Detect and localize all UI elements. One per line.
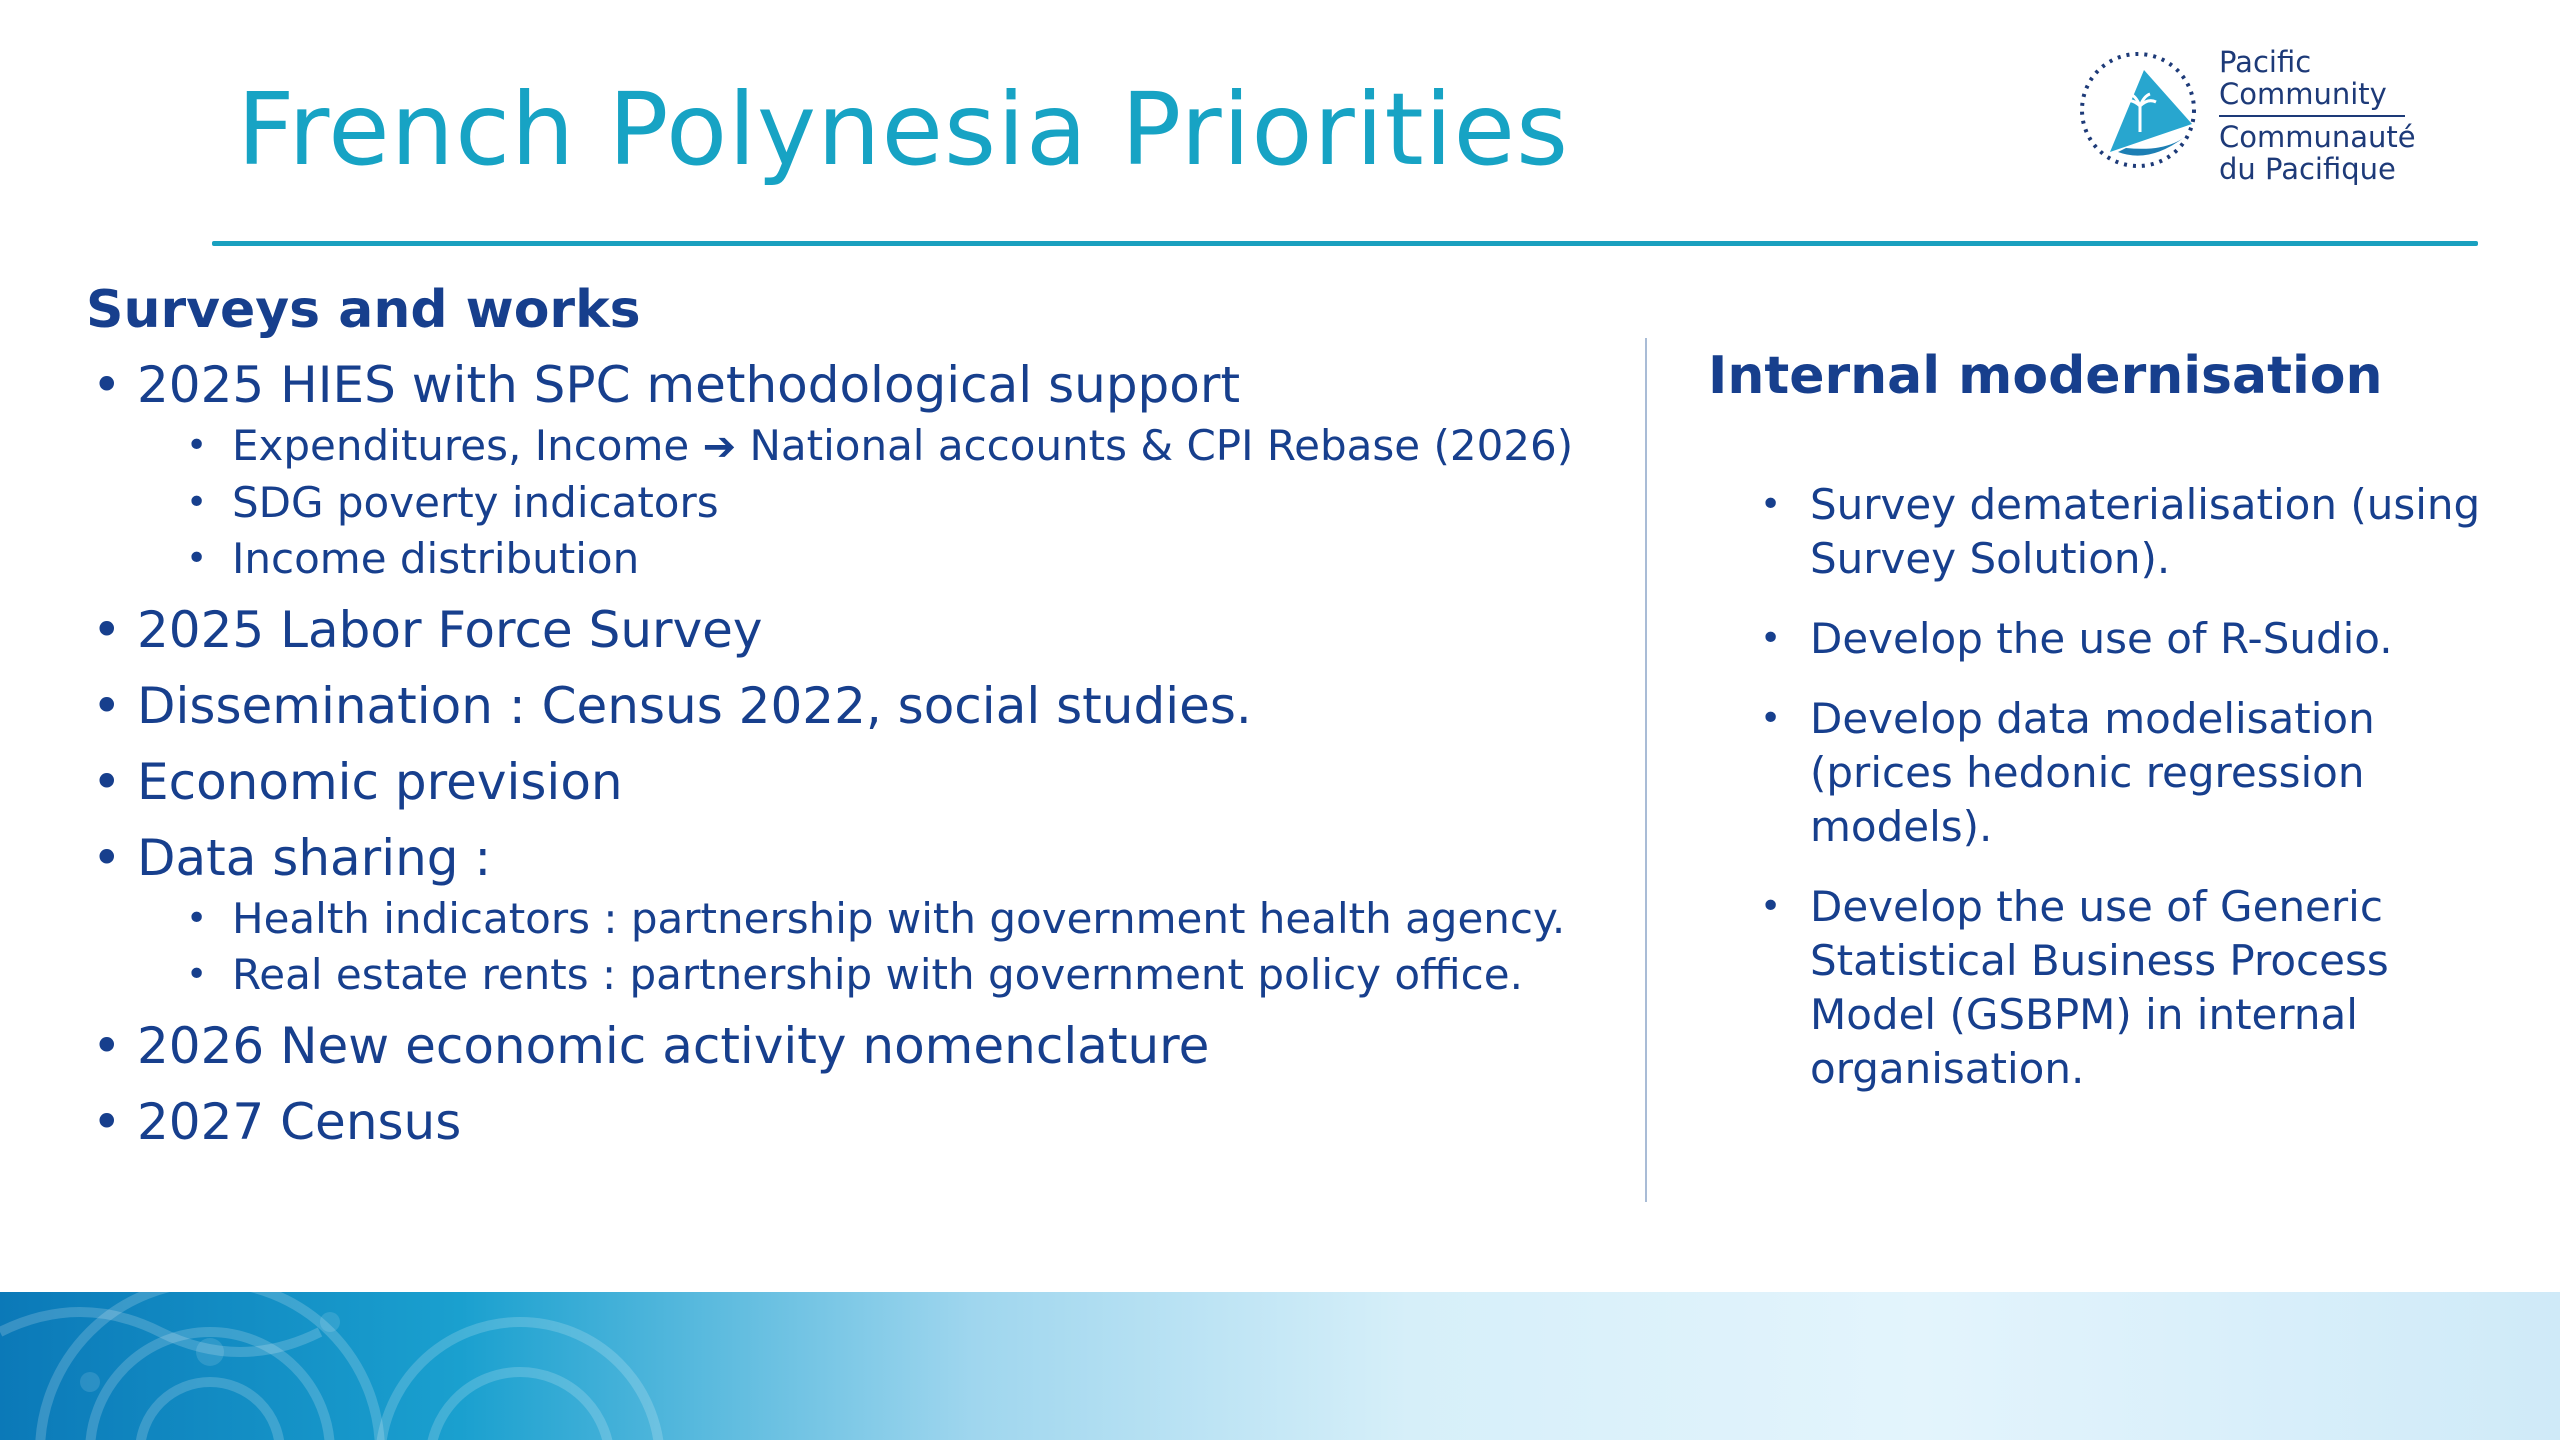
sub-list-container	[86, 891, 1606, 1003]
sub-list-item	[86, 531, 1606, 587]
list-item	[86, 1089, 1606, 1155]
list-item-text: Develop the use of Generic Statistical Business Process Model (GSBPM) in internal organisation.	[1810, 882, 2389, 1093]
surveys-list	[86, 352, 1606, 1155]
sub-list-container	[86, 418, 1606, 587]
list-item	[86, 825, 1606, 891]
list-item-text: Survey dematerialisation (using Survey Solution).	[1810, 480, 2481, 583]
bullet-icon: •	[186, 538, 208, 579]
list-item	[86, 352, 1606, 418]
decorative-footer-band	[0, 1292, 2560, 1440]
list-item-text: Develop data modelisation (prices hedonic regression models).	[1810, 694, 2375, 851]
sub-list	[86, 418, 1606, 587]
bullet-icon: •	[1760, 698, 1782, 739]
list-item-text: Develop the use of R-Sudio.	[1810, 614, 2393, 663]
list-item-text: 2026 New economic activity nomenclature	[137, 1017, 1210, 1075]
bullet-icon: •	[1760, 484, 1782, 525]
list-item-text: Economic prevision	[137, 753, 623, 811]
logo-text	[2219, 46, 2469, 185]
list-item-text: 2027 Census	[137, 1093, 462, 1151]
title-underline	[212, 241, 2478, 246]
slide-title: French Polynesia Priorities	[237, 71, 1570, 188]
logo-line-pacific: Pacific	[2219, 45, 2312, 79]
sub-list-item	[86, 475, 1606, 531]
list-item	[1708, 612, 2528, 666]
bullet-icon: •	[186, 898, 208, 939]
list-item-text: Dissemination : Census 2022, social studies.	[137, 677, 1252, 735]
logo-line-community: Community	[2219, 77, 2387, 111]
modernisation-heading: Internal modernisation	[1708, 346, 2383, 406]
surveys-heading: Surveys and works	[86, 280, 641, 340]
list-item	[86, 597, 1606, 663]
bullet-icon: •	[1760, 618, 1782, 659]
right-arrow-icon: ➔	[702, 424, 737, 470]
modernisation-list	[1708, 478, 2528, 1096]
list-item	[1708, 880, 2528, 1096]
list-item-text: 2025 Labor Force Survey	[137, 601, 763, 659]
list-item	[1708, 478, 2528, 586]
pacific-community-emblem-icon	[2066, 40, 2216, 190]
bullet-icon: •	[92, 601, 122, 659]
bullet-icon: •	[92, 356, 122, 414]
bullet-icon: •	[92, 753, 122, 811]
list-item-text: Data sharing :	[137, 829, 492, 887]
sub-item-text: SDG poverty indicators	[232, 478, 719, 527]
sub-list-item	[86, 418, 1606, 475]
list-item	[86, 749, 1606, 815]
bullet-icon: •	[92, 1017, 122, 1075]
sub-item-text: Health indicators : partnership with government health agency.	[232, 894, 1566, 943]
bullet-icon: •	[92, 677, 122, 735]
bullet-icon: •	[1760, 886, 1782, 927]
logo-separator	[2219, 115, 2405, 117]
surveys-column	[86, 278, 1606, 1155]
bullet-icon: •	[186, 425, 208, 466]
logo-line-du-pacifique: du Pacifique	[2219, 152, 2396, 186]
sub-item-text-part: Expenditures, Income	[232, 421, 703, 470]
bullet-icon: •	[186, 954, 208, 995]
pacific-pattern-icon	[0, 1292, 2560, 1440]
sub-item-text-part: National accounts & CPI Rebase (2026)	[736, 421, 1574, 470]
column-divider	[1645, 338, 1647, 1202]
modernisation-column	[1708, 336, 2528, 1122]
bullet-icon: •	[92, 829, 122, 887]
sub-list-item	[86, 947, 1606, 1003]
bullet-icon: •	[92, 1093, 122, 1151]
sub-list	[86, 891, 1606, 1003]
sub-item-text: Income distribution	[232, 534, 640, 583]
bullet-icon: •	[186, 482, 208, 523]
list-item	[86, 673, 1606, 739]
sub-list-item	[86, 891, 1606, 947]
pacific-community-logo	[2066, 40, 2446, 190]
list-item	[1708, 692, 2528, 854]
list-item	[86, 1013, 1606, 1079]
list-item-text: 2025 HIES with SPC methodological support	[137, 356, 1241, 414]
sub-item-text: Real estate rents : partnership with government policy office.	[232, 950, 1523, 999]
logo-line-communaute: Communauté	[2219, 120, 2416, 154]
